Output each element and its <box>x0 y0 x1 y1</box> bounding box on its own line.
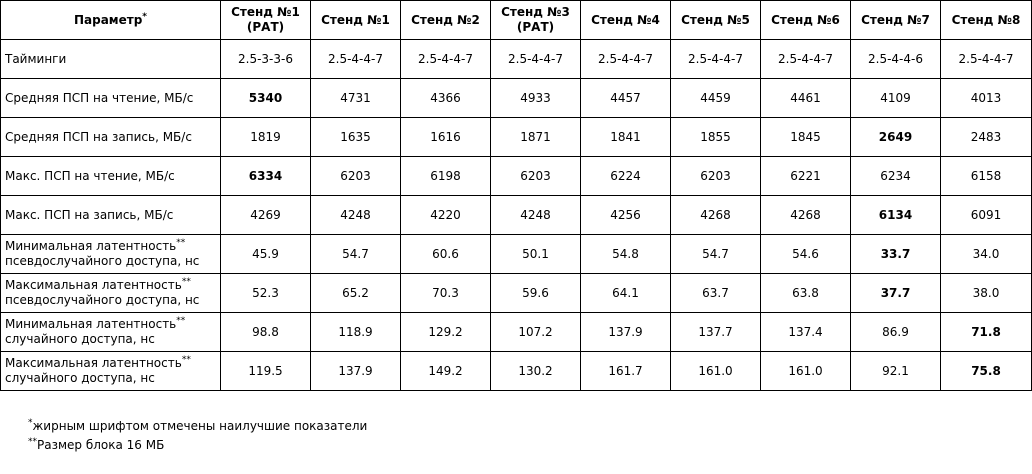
value-cell: 65.2 <box>311 274 401 313</box>
value-cell: 6158 <box>941 157 1032 196</box>
value-cell: 2.5-4-4-7 <box>941 40 1032 79</box>
value-cell: 92.1 <box>851 352 941 391</box>
table-row <box>1 40 1032 79</box>
value-cell: 54.6 <box>761 235 851 274</box>
value-cell: 4268 <box>761 196 851 235</box>
table-body <box>1 40 1032 391</box>
header-stand: Стенд №2 <box>401 1 491 40</box>
header-stand: Стенд №3 (РАТ) <box>491 1 581 40</box>
value-cell: 86.9 <box>851 313 941 352</box>
value-cell: 4459 <box>671 79 761 118</box>
value-cell: 75.8 <box>941 352 1032 391</box>
value-cell: 6203 <box>671 157 761 196</box>
param-cell: Минимальная латентность** псевдослучайного доступа, нс <box>1 235 221 274</box>
value-cell: 5340 <box>221 79 311 118</box>
table-row <box>1 157 1032 196</box>
value-cell: 2.5-4-4-7 <box>671 40 761 79</box>
param-cell: Средняя ПСП на запись, МБ/с <box>1 118 221 157</box>
value-cell: 71.8 <box>941 313 1032 352</box>
value-cell: 63.7 <box>671 274 761 313</box>
footnote-mark: ** <box>176 316 186 326</box>
footnotes <box>28 417 367 455</box>
footnote-mark: ** <box>176 238 186 248</box>
value-cell: 64.1 <box>581 274 671 313</box>
value-cell: 33.7 <box>851 235 941 274</box>
footnote-mark: * <box>142 11 148 22</box>
value-cell: 6091 <box>941 196 1032 235</box>
value-cell: 1845 <box>761 118 851 157</box>
header-stand: Стенд №8 <box>941 1 1032 40</box>
value-cell: 4109 <box>851 79 941 118</box>
header-stand: Стенд №1 <box>311 1 401 40</box>
table-row <box>1 313 1032 352</box>
value-cell: 119.5 <box>221 352 311 391</box>
value-cell: 118.9 <box>311 313 401 352</box>
value-cell: 4013 <box>941 79 1032 118</box>
value-cell: 54.7 <box>311 235 401 274</box>
footnote: **Размер блока 16 МБ <box>28 437 165 452</box>
header-stand: Стенд №5 <box>671 1 761 40</box>
value-cell: 1616 <box>401 118 491 157</box>
header-param: Параметр* <box>1 1 221 40</box>
footnote: *жирным шрифтом отмечены наилучшие показатели <box>28 418 368 433</box>
value-cell: 60.6 <box>401 235 491 274</box>
value-cell: 6134 <box>851 196 941 235</box>
value-cell: 4268 <box>671 196 761 235</box>
value-cell: 161.7 <box>581 352 671 391</box>
header-stand: Стенд №1 (РАТ) <box>221 1 311 40</box>
value-cell: 6334 <box>221 157 311 196</box>
value-cell: 6203 <box>491 157 581 196</box>
value-cell: 2649 <box>851 118 941 157</box>
value-cell: 59.6 <box>491 274 581 313</box>
param-cell: Тайминги <box>1 40 221 79</box>
value-cell: 161.0 <box>761 352 851 391</box>
table-row <box>1 196 1032 235</box>
value-cell: 137.4 <box>761 313 851 352</box>
table-row <box>1 79 1032 118</box>
value-cell: 137.9 <box>581 313 671 352</box>
value-cell: 34.0 <box>941 235 1032 274</box>
value-cell: 4269 <box>221 196 311 235</box>
footnote-mark: * <box>28 418 33 428</box>
footnote-mark: ** <box>181 355 191 365</box>
value-cell: 1635 <box>311 118 401 157</box>
footnote-mark: ** <box>28 437 37 447</box>
value-cell: 137.7 <box>671 313 761 352</box>
value-cell: 2.5-3-3-6 <box>221 40 311 79</box>
value-cell: 1841 <box>581 118 671 157</box>
param-cell: Макс. ПСП на запись, МБ/с <box>1 196 221 235</box>
param-cell: Макс. ПСП на чтение, МБ/с <box>1 157 221 196</box>
param-cell: Минимальная латентность** случайного доступа, нс <box>1 313 221 352</box>
param-cell: Средняя ПСП на чтение, МБ/с <box>1 79 221 118</box>
value-cell: 4256 <box>581 196 671 235</box>
value-cell: 1855 <box>671 118 761 157</box>
value-cell: 6234 <box>851 157 941 196</box>
value-cell: 38.0 <box>941 274 1032 313</box>
table-row <box>1 274 1032 313</box>
table-row <box>1 235 1032 274</box>
value-cell: 2.5-4-4-6 <box>851 40 941 79</box>
value-cell: 4366 <box>401 79 491 118</box>
header-stand: Стенд №6 <box>761 1 851 40</box>
value-cell: 4248 <box>491 196 581 235</box>
value-cell: 1871 <box>491 118 581 157</box>
value-cell: 45.9 <box>221 235 311 274</box>
value-cell: 6221 <box>761 157 851 196</box>
param-cell: Максимальная латентность** случайного доступа, нс <box>1 352 221 391</box>
value-cell: 70.3 <box>401 274 491 313</box>
value-cell: 63.8 <box>761 274 851 313</box>
value-cell: 129.2 <box>401 313 491 352</box>
value-cell: 50.1 <box>491 235 581 274</box>
value-cell: 4457 <box>581 79 671 118</box>
footnote-mark: ** <box>181 277 191 287</box>
value-cell: 2.5-4-4-7 <box>581 40 671 79</box>
value-cell: 149.2 <box>401 352 491 391</box>
value-cell: 37.7 <box>851 274 941 313</box>
value-cell: 2.5-4-4-7 <box>761 40 851 79</box>
value-cell: 2.5-4-4-7 <box>491 40 581 79</box>
value-cell: 4220 <box>401 196 491 235</box>
value-cell: 54.8 <box>581 235 671 274</box>
value-cell: 130.2 <box>491 352 581 391</box>
table-header-row <box>1 1 1032 40</box>
table-row <box>1 352 1032 391</box>
param-cell: Максимальная латентность** псевдослучайного доступа, нс <box>1 274 221 313</box>
value-cell: 6198 <box>401 157 491 196</box>
value-cell: 4461 <box>761 79 851 118</box>
value-cell: 1819 <box>221 118 311 157</box>
value-cell: 4248 <box>311 196 401 235</box>
value-cell: 4933 <box>491 79 581 118</box>
value-cell: 2.5-4-4-7 <box>311 40 401 79</box>
value-cell: 161.0 <box>671 352 761 391</box>
value-cell: 6203 <box>311 157 401 196</box>
value-cell: 54.7 <box>671 235 761 274</box>
value-cell: 107.2 <box>491 313 581 352</box>
value-cell: 6224 <box>581 157 671 196</box>
header-stand: Стенд №7 <box>851 1 941 40</box>
value-cell: 2.5-4-4-7 <box>401 40 491 79</box>
value-cell: 52.3 <box>221 274 311 313</box>
table-row <box>1 118 1032 157</box>
value-cell: 98.8 <box>221 313 311 352</box>
value-cell: 137.9 <box>311 352 401 391</box>
value-cell: 4731 <box>311 79 401 118</box>
value-cell: 2483 <box>941 118 1032 157</box>
header-stand: Стенд №4 <box>581 1 671 40</box>
